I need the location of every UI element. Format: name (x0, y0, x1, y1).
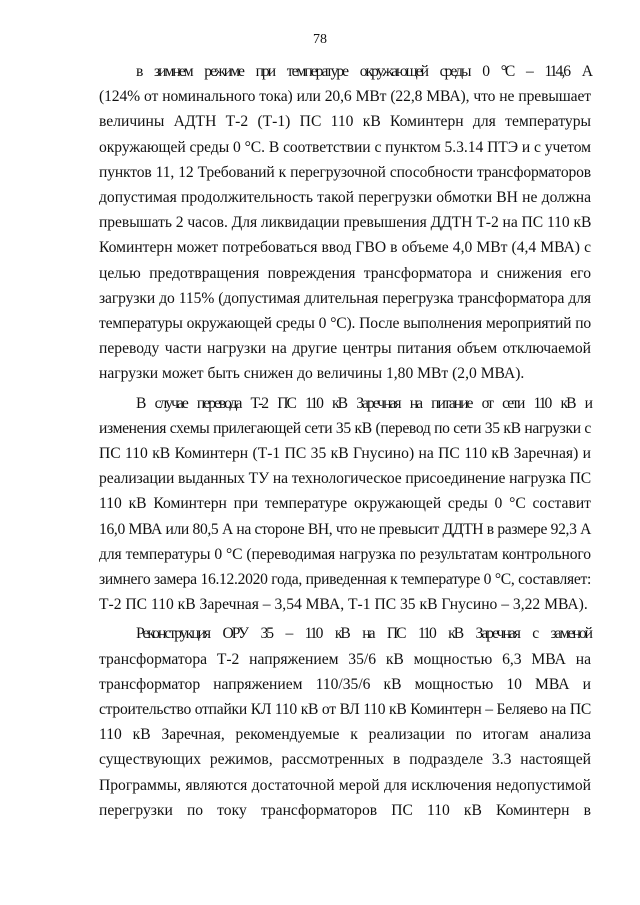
paragraph-2 (99, 391, 591, 618)
text-line: превышать 2 часов. Для ликвидации превышения ДДТН Т-2 на ПС 110 кВ (99, 214, 592, 232)
text-line: реализации выданных ТУ на технологическое присоединение нагрузка ПС (99, 470, 592, 488)
text-line: (124% от номинального тока) или 20,6 МВт (22,8 МВА), что не превышает (99, 88, 591, 106)
text-line: 110 кВ Заречная, рекомендуемые к реализации по итогам анализа (99, 726, 591, 744)
text-line: трансформатор напряжением 110/35/6 кВ мощностью 10 МВА и (99, 675, 591, 693)
text-line: Коминтерн может потребоваться ввод ГВО в объеме 4,0 МВт (4,4 МВА) с (99, 239, 591, 257)
text-line: для температуры 0 °С (переводимая нагрузка по результатам контрольного (99, 545, 591, 563)
text-line: пунктов 11, 12 Требований к перегрузочной способности трансформаторов (99, 163, 591, 181)
text-line: допустимая продолжительность такой перегрузки обмотки ВН не должна (99, 189, 591, 207)
text-line: в зимнем режиме при температуре окружающей среды 0 °С – 114,6 А (136, 63, 591, 80)
text-line: существующих режимов, рассмотренных в подразделе 3.3 настоящей (99, 751, 591, 769)
text-line: изменения схемы прилегающей сети 35 кВ (перевод по сети 35 кВ нагрузки с (99, 419, 591, 437)
text-line: Программы, являются достаточной мерой для исключения недопустимой (99, 776, 591, 794)
text-line: 110 кВ Коминтерн при температуре окружающей среды 0 °С составит (99, 495, 591, 513)
text-line: В случае перевода Т-2 ПС 110 кВ Заречная на питание от сети 110 кВ и (136, 394, 591, 412)
text-line: величины АДТН Т-2 (Т-1) ПС 110 кВ Коминтерн для температуры (99, 113, 591, 131)
text-line: нагрузки может быть снижен до величины 1,80 МВт (2,0 МВА). (99, 365, 525, 383)
text-line: Т-2 ПС 110 кВ Заречная – 3,54 МВА, Т-1 ПС 35 кВ Гнусино – 3,22 МВА). (99, 596, 588, 614)
text-line: строительство отпайки КЛ 110 кВ от ВЛ 110 кВ Коминтерн – Беляево на ПС (99, 701, 591, 719)
text-line: загрузки до 115% (допустимая длительная перегрузка трансформатора для (99, 289, 591, 307)
text-line: окружающей среды 0 °С. В соответствии с пунктом 5.3.14 ПТЭ и с учетом (99, 138, 591, 156)
paragraph-3 (99, 621, 591, 823)
text-line: переводу части нагрузки на другие центры питания объем отключаемой (99, 340, 591, 358)
paragraph-1 (99, 59, 591, 387)
text-line: ПС 110 кВ Коминтерн (Т-1 ПС 35 кВ Гнусино) на ПС 110 кВ Заречная) и (99, 445, 591, 463)
text-line: перегрузки по току трансформаторов ПС 110 кВ Коминтерн в (99, 801, 591, 819)
text-line: 16,0 МВА или 80,5 А на стороне ВН, что не превысит ДДТН в размере 92,3 А (99, 520, 591, 538)
text-line: трансформатора Т-2 напряжением 35/6 кВ мощностью 6,3 МВА на (99, 650, 591, 668)
page-number: 78 (313, 32, 327, 47)
text-line: температуры окружающей среды 0 °С). После выполнения мероприятий по (99, 315, 591, 333)
text-line: целью предотвращения повреждения трансформатора и снижения его (99, 264, 591, 282)
text-line: зимнего замера 16.12.2020 года, приведенная к температуре 0 °С, составляет: (99, 571, 591, 589)
document-body (99, 59, 591, 823)
text-line: Реконструкция ОРУ 35 – 110 кВ на ПС 110 кВ Заречная с заменой (136, 625, 591, 643)
